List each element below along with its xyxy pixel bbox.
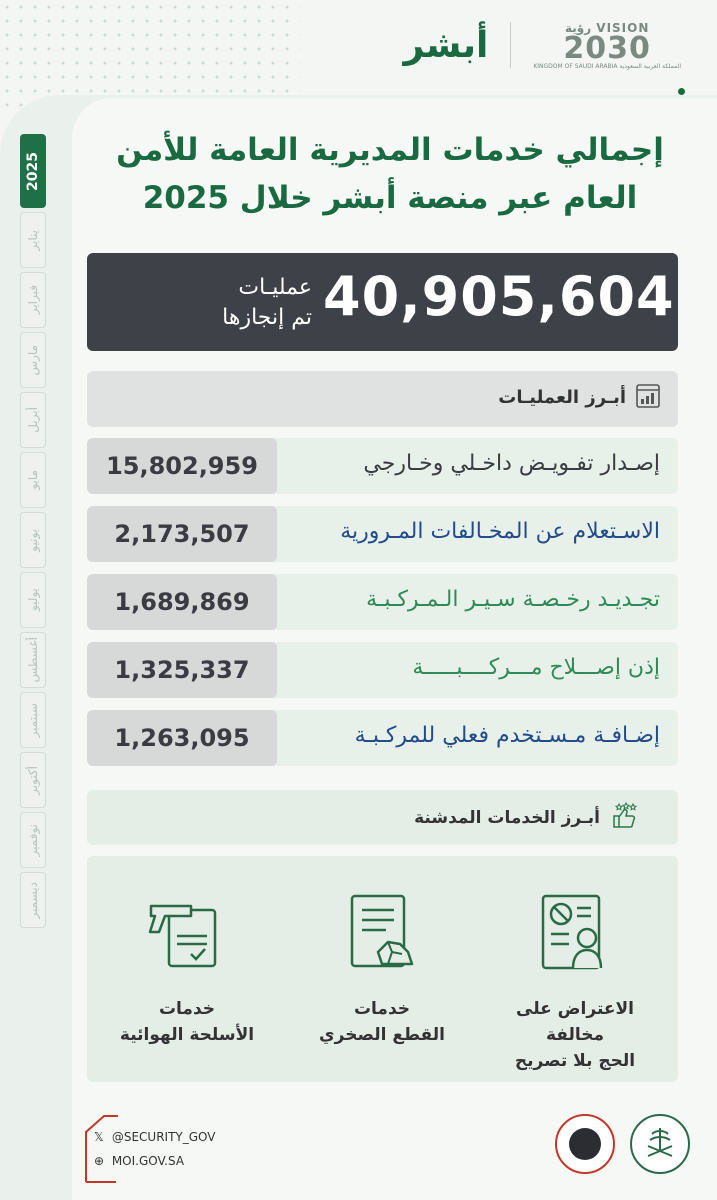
prohibited-person-document-icon	[535, 892, 615, 972]
air-gun-document-icon	[147, 892, 227, 972]
operation-value: 15,802,959	[87, 438, 277, 494]
month-tab[interactable]: سبتمبر	[20, 692, 46, 748]
operation-row	[87, 438, 678, 494]
service-item: خدمات الأسلحة الهوائية	[97, 856, 277, 1082]
operations-section-header: أبـرز العمليـات	[87, 371, 678, 427]
month-tab[interactable]: نوفمبر	[20, 812, 46, 868]
month-tab[interactable]: أبريل	[20, 392, 46, 448]
x-icon: 𝕏	[94, 1130, 104, 1144]
operation-row	[87, 506, 678, 562]
operation-name: الاسـتعلام عن المخـالفات المـرورية	[340, 519, 660, 544]
operation-name: تجـديـد رخـصـة سـيـر الـمـركـبـة	[366, 587, 660, 612]
vision-2030-logo: VISION رؤية 2030 المملكة العربية السعودية KINGDOM OF SAUDI ARABIA	[533, 20, 681, 70]
website-link[interactable]: ⊕ MOI.GOV.SA	[94, 1149, 215, 1173]
total-operations-banner	[87, 253, 678, 351]
emblem-inner	[569, 1128, 601, 1160]
globe-icon: ⊕	[94, 1154, 105, 1168]
month-tab[interactable]: يوليو	[20, 572, 46, 628]
public-security-emblem	[555, 1114, 615, 1174]
operation-value: 2,173,507	[87, 506, 277, 562]
bar-chart-icon	[636, 383, 660, 409]
service-item: الاعتراض على مخالفة الحج بلا تصريح	[485, 856, 665, 1082]
month-sidebar	[20, 134, 46, 928]
month-tab[interactable]: أغسطس	[20, 632, 46, 688]
month-tab[interactable]: يونيو	[20, 512, 46, 568]
header-logos	[403, 14, 681, 76]
accent-dot	[678, 88, 685, 95]
social-links	[94, 1125, 215, 1173]
dot-pattern	[0, 0, 300, 110]
services-panel	[87, 856, 678, 1082]
operation-name: إصـدار تفـويـض داخـلي وخـارجي	[363, 451, 660, 476]
total-value: 40,905,604	[323, 265, 675, 328]
operation-row	[87, 642, 678, 698]
ministry-interior-emblem	[630, 1114, 690, 1174]
month-tab[interactable]: مايو	[20, 452, 46, 508]
page-title: إجمالي خدمات المديرية العامة للأمن العام عبر منصة أبشر خلال 2025	[116, 132, 664, 216]
operation-row	[87, 574, 678, 630]
operation-value: 1,325,337	[87, 642, 277, 698]
footer	[72, 1100, 717, 1200]
total-label: عمليـات تم إنجازها	[222, 275, 312, 330]
year-tab[interactable]: 2025	[20, 134, 46, 208]
operation-value: 1,689,869	[87, 574, 277, 630]
logo-divider	[510, 22, 511, 68]
services-section-header: أبـرز الخدمات المدشنة	[87, 790, 678, 845]
operation-name: إذن إصـــلاح مـــركــــبـــــة	[412, 655, 660, 680]
x-link[interactable]: 𝕏 @SECURITY_GOV	[94, 1125, 215, 1149]
service-item: خدمات القطع الصخري	[292, 856, 472, 1082]
rock-document-icon	[342, 892, 422, 972]
month-tab[interactable]: مارس	[20, 332, 46, 388]
month-tab[interactable]: يناير	[20, 212, 46, 268]
absher-logo: أبشر	[403, 24, 489, 66]
month-tab[interactable]: فبراير	[20, 272, 46, 328]
month-tab[interactable]: ديسمبر	[20, 872, 46, 928]
month-tab[interactable]: أكتوبر	[20, 752, 46, 808]
operation-name: إضـافـة مـسـتخدم فعلي للمركـبـة	[354, 723, 660, 748]
palm-swords-icon	[632, 1116, 688, 1172]
operation-row	[87, 710, 678, 766]
operation-value: 1,263,095	[87, 710, 277, 766]
thumbs-up-stars-icon	[610, 802, 638, 830]
